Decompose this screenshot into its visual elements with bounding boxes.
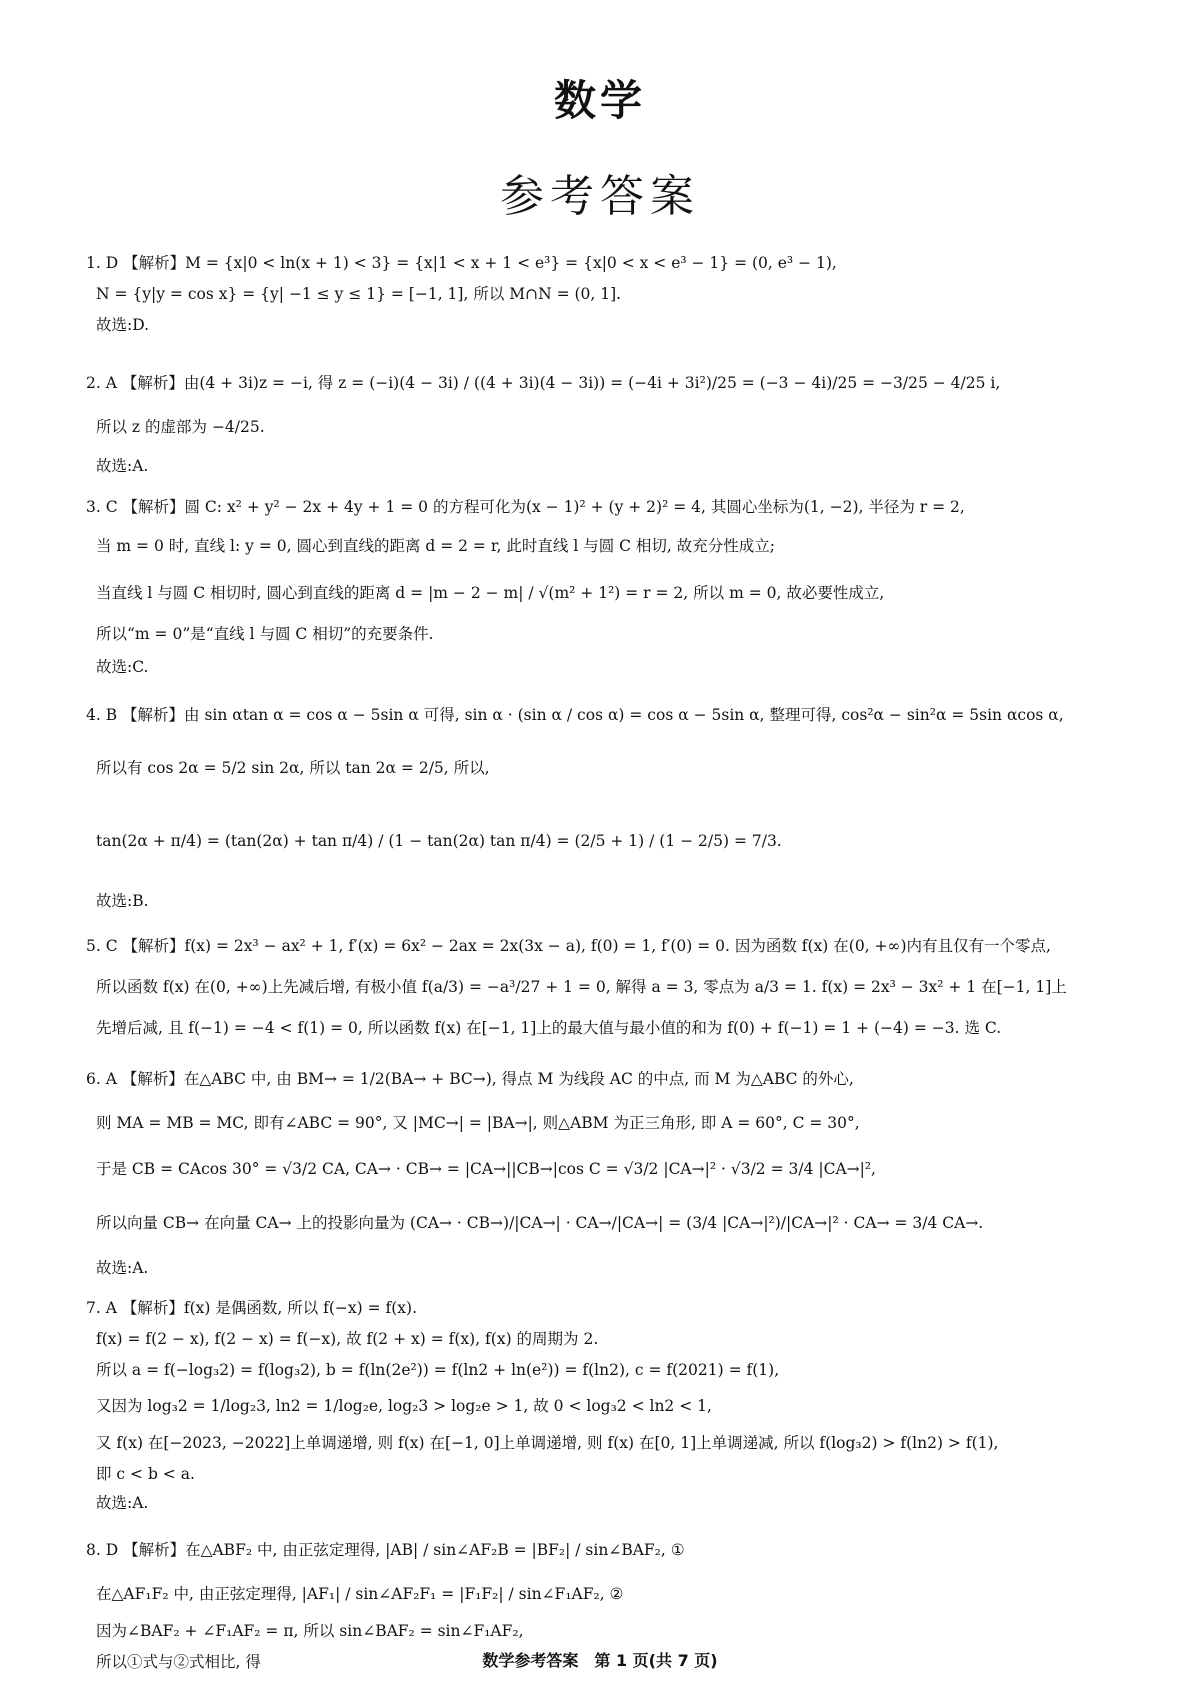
- answer-line: 当 m = 0 时, 直线 l: y = 0, 圆心到直线的距离 d = 2 = r, 此时直线 l 与圆 C 相切, 故充分性成立;: [96, 537, 776, 555]
- answer-line: 故选:A.: [96, 457, 149, 475]
- answer-line: 所以①式与②式相比, 得: [96, 1653, 261, 1671]
- answer-line: 所以函数 f(x) 在(0, +∞)上先减后增, 有极小值 f(a/3) = −a³/27 + 1 = 0, 解得 a = 3, 零点为 a/3 = 1. f(x) = 2x³ − 3x² + 1 在[−1, 1]上: [96, 978, 1067, 996]
- answer-line: 5. C 【解析】f(x) = 2x³ − ax² + 1, f′(x) = 6x² − 2ax = 2x(3x − a), f(0) = 1, f′(0) = 0. 因为函数 f(x) 在(0, +∞)内有且仅有一个零点,: [86, 937, 1051, 955]
- answer-line: 故选:A.: [96, 1494, 149, 1512]
- answer-line: 1. D 【解析】M = {x|0 < ln(x + 1) < 3} = {x|1 < x + 1 < e³} = {x|0 < x < e³ − 1} = (0, e³ − 1),: [86, 254, 837, 272]
- answer-line: tan(2α + π/4) = (tan(2α) + tan π/4) / (1 − tan(2α) tan π/4) = (2/5 + 1) / (1 − 2/5) = 7/3.: [96, 832, 782, 850]
- answer-line: 4. B 【解析】由 sin αtan α = cos α − 5sin α 可得, sin α · (sin α / cos α) = cos α − 5sin α, 整理可得, cos²α − sin²α = 5sin αcos α,: [86, 706, 1064, 724]
- page-subtitle: 参考答案: [500, 171, 700, 222]
- answers-body: [86, 248, 1156, 1678]
- answer-line: 则 MA = MB = MC, 即有∠ABC = 90°, 又 |MC→| = |BA→|, 则△ABM 为正三角形, 即 A = 60°, C = 30°,: [96, 1114, 860, 1132]
- answer-line: 又因为 log₃2 = 1/log₂3, ln2 = 1/log₂e, log₂3 > log₂e > 1, 故 0 < log₃2 < ln2 < 1,: [96, 1397, 712, 1415]
- answer-line: 故选:D.: [96, 316, 150, 334]
- page-title: 数学: [553, 76, 646, 125]
- answer-line: 所以向量 CB→ 在向量 CA→ 上的投影向量为 (CA→ · CB→)/|CA→| · CA→/|CA→| = (3/4 |CA→|²)/|CA→|² · CA→ = 3/4 CA→.: [96, 1214, 984, 1232]
- answer-item-2: [86, 361, 1156, 484]
- answer-line: 故选:C.: [96, 658, 149, 676]
- answer-line: 3. C 【解析】圆 C: x² + y² − 2x + 4y + 1 = 0 的方程可化为(x − 1)² + (y + 2)² = 4, 其圆心坐标为(1, −2), 半径为 r = 2,: [86, 498, 965, 516]
- answer-line: 故选:B.: [96, 892, 149, 910]
- answer-item-7: [86, 1293, 1156, 1519]
- answer-line: 在△AF₁F₂ 中, 由正弦定理得, |AF₁| / sin∠AF₂F₁ = |F₁F₂| / sin∠F₁AF₂, ②: [96, 1585, 624, 1603]
- answer-line: 当直线 l 与圆 C 相切时, 圆心到直线的距离 d = |m − 2 − m| / √(m² + 1²) = r = 2, 所以 m = 0, 故必要性成立,: [96, 584, 885, 602]
- answer-line: 于是 CB = CAcos 30° = √3/2 CA, CA→ · CB→ = |CA→||CB→|cos C = √3/2 |CA→|² · √3/2 = 3/4 |CA→|²,: [96, 1160, 876, 1178]
- answer-line: 又 f(x) 在[−2023, −2022]上单调递增, 则 f(x) 在[−1, 0]上单调递增, 则 f(x) 在[0, 1]上单调递减, 所以 f(log₃2) > f(ln2) > f(1),: [96, 1434, 999, 1452]
- answer-item-3: [86, 492, 1156, 683]
- answer-item-1: [86, 248, 1156, 341]
- answer-item-6: [86, 1056, 1156, 1285]
- answer-line: 所以“m = 0”是“直线 l 与圆 C 相切”的充要条件.: [96, 625, 434, 643]
- answer-line: 8. D 【解析】在△ABF₂ 中, 由正弦定理得, |AB| / sin∠AF₂B = |BF₂| / sin∠BAF₂, ①: [86, 1541, 685, 1559]
- answer-item-5: [86, 926, 1156, 1048]
- answer-line: 故选:A.: [96, 1259, 149, 1277]
- answer-line: 先增后减, 且 f(−1) = −4 < f(1) = 0, 所以函数 f(x) 在[−1, 1]上的最大值与最小值的和为 f(0) + f(−1) = 1 + (−4) = −3. 选 C.: [96, 1019, 1002, 1037]
- answer-line: 所以 z 的虚部为 −4/25.: [96, 418, 265, 436]
- answer-line: 6. A 【解析】在△ABC 中, 由 BM→ = 1/2(BA→ + BC→), 得点 M 为线段 AC 的中点, 而 M 为△ABC 的外心,: [86, 1070, 854, 1088]
- answer-line: 即 c < b < a.: [96, 1465, 195, 1483]
- page-footer: 数学参考答案 第 1 页(共 7 页): [482, 1651, 718, 1670]
- answer-line: 2. A 【解析】由(4 + 3i)z = −i, 得 z = (−i)(4 − 3i) / ((4 + 3i)(4 − 3i)) = (−4i + 3i²)/25 = (−3 − 4i)/25 = −3/25 − 4/25 i,: [86, 374, 1001, 392]
- answer-line: f(x) = f(2 − x), f(2 − x) = f(−x), 故 f(2 + x) = f(x), f(x) 的周期为 2.: [96, 1330, 599, 1348]
- answer-line: 所以有 cos 2α = 5/2 sin 2α, 所以 tan 2α = 2/5, 所以,: [96, 759, 490, 777]
- answer-line: 所以 a = f(−log₃2) = f(log₃2), b = f(ln(2e²)) = f(ln2 + ln(e²)) = f(ln2), c = f(2021) = f(1),: [96, 1361, 780, 1379]
- answer-line: 因为∠BAF₂ + ∠F₁AF₂ = π, 所以 sin∠BAF₂ = sin∠F₁AF₂,: [96, 1622, 524, 1640]
- answer-line: 7. A 【解析】f(x) 是偶函数, 所以 f(−x) = f(x).: [86, 1299, 418, 1317]
- answer-line: N = {y|y = cos x} = {y| −1 ≤ y ≤ 1} = [−1, 1], 所以 M∩N = (0, 1].: [96, 285, 622, 303]
- answer-item-4: [86, 691, 1156, 918]
